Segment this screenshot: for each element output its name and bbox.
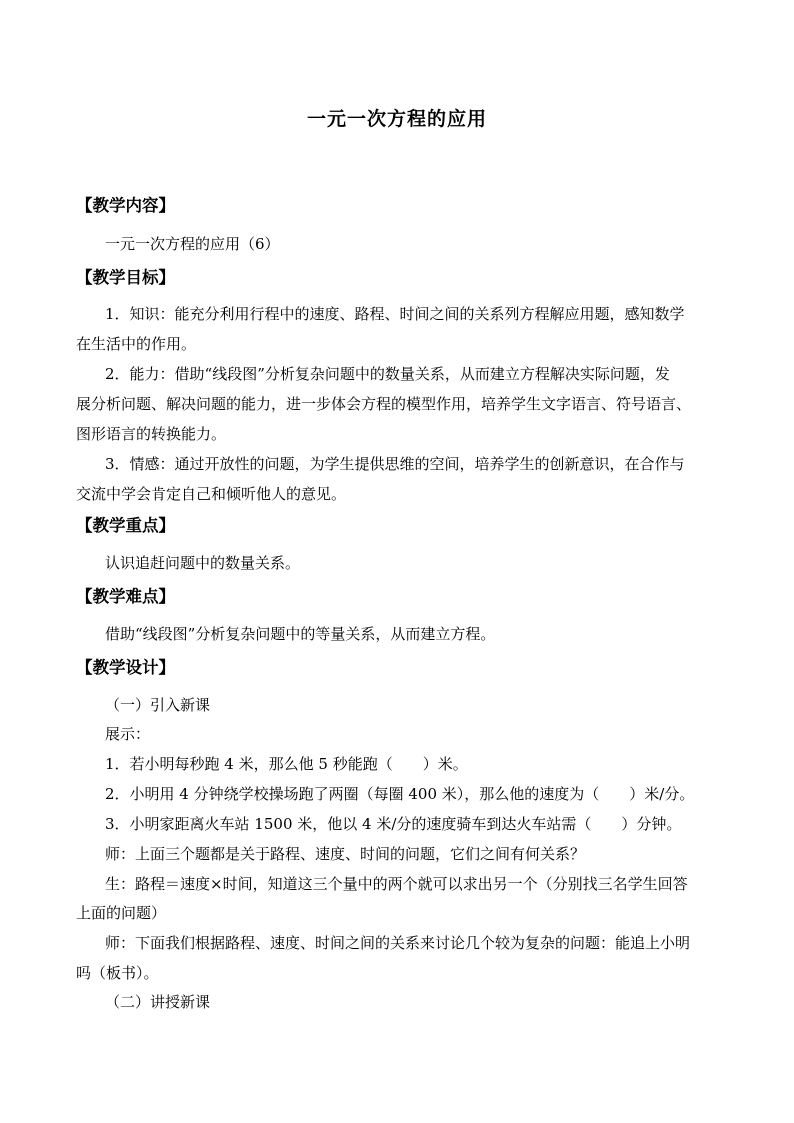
content-text: 一元一次方程的应用（6） bbox=[105, 235, 280, 253]
goal-2-line-3: 图形语言的转换能力。 bbox=[76, 425, 227, 443]
goal-3-line-2: 交流中学会肯定自己和倾听他人的意见。 bbox=[76, 485, 347, 503]
heading-difficulties: 【教学难点】 bbox=[76, 587, 175, 606]
teacher-remark-2-line-1: 师：下面我们根据路程、速度、时间之间的关系来讨论几个较为复杂的问题：能追上小明 bbox=[105, 934, 691, 952]
teacher-remark-1: 师：上面三个题都是关于路程、速度、时间的问题，它们之间有何关系？ bbox=[105, 845, 586, 863]
difficulties-text: 借助“线段图”分析复杂问题中的等量关系，从而建立方程。 bbox=[105, 625, 496, 643]
goal-2-line-1: 2．能力：借助“线段图”分析复杂问题中的数量关系，从而建立方程解决实际问题，发 bbox=[105, 365, 670, 383]
heading-key-points: 【教学重点】 bbox=[76, 516, 175, 535]
goal-1-line-2: 在生活中的作用。 bbox=[76, 335, 197, 353]
student-reply-line-2: 上面的问题） bbox=[76, 904, 167, 922]
document-title: 一元一次方程的应用 bbox=[306, 108, 487, 130]
goal-1-line-1: 1．知识：能充分利用行程中的速度、路程、时间之间的关系列方程解应用题，感知数学 bbox=[105, 305, 685, 323]
goal-3-line-1: 3．情感：通过开放性的问题，为学生提供思维的空间，培养学生的创新意识，在合作与 bbox=[105, 455, 685, 473]
question-3: 3．小明家距离火车站 1500 米，他以 4 米/分的速度骑车到达火车站需（ ）分钟。 bbox=[105, 815, 682, 833]
heading-teaching-goals: 【教学目标】 bbox=[76, 268, 175, 287]
question-1: 1．若小明每秒跑 4 米，那么他 5 秒能跑（ ）米。 bbox=[105, 755, 468, 773]
part-1-heading: （一）引入新课 bbox=[105, 696, 211, 714]
student-reply-line-1: 生：路程＝速度×时间，知道这三个量中的两个就可以求出另一个（分别找三名学生回答 bbox=[105, 875, 688, 893]
part-2-heading: （二）讲授新课 bbox=[105, 993, 211, 1011]
heading-teaching-design: 【教学设计】 bbox=[76, 658, 175, 677]
question-2: 2．小明用 4 分钟绕学校操场跑了两圈（每圈 400 米），那么他的速度为（ ）米/分。 bbox=[105, 785, 695, 803]
key-points-text: 认识追赶问题中的数量关系。 bbox=[105, 554, 301, 572]
show-label: 展示： bbox=[105, 725, 151, 743]
goal-2-line-2: 展分析问题、解决问题的能力，进一步体会方程的模型作用，培养学生文字语言、符号语言、 bbox=[76, 395, 692, 413]
heading-teaching-content: 【教学内容】 bbox=[76, 196, 175, 215]
teacher-remark-2-line-2: 吗（板书）。 bbox=[76, 964, 159, 982]
